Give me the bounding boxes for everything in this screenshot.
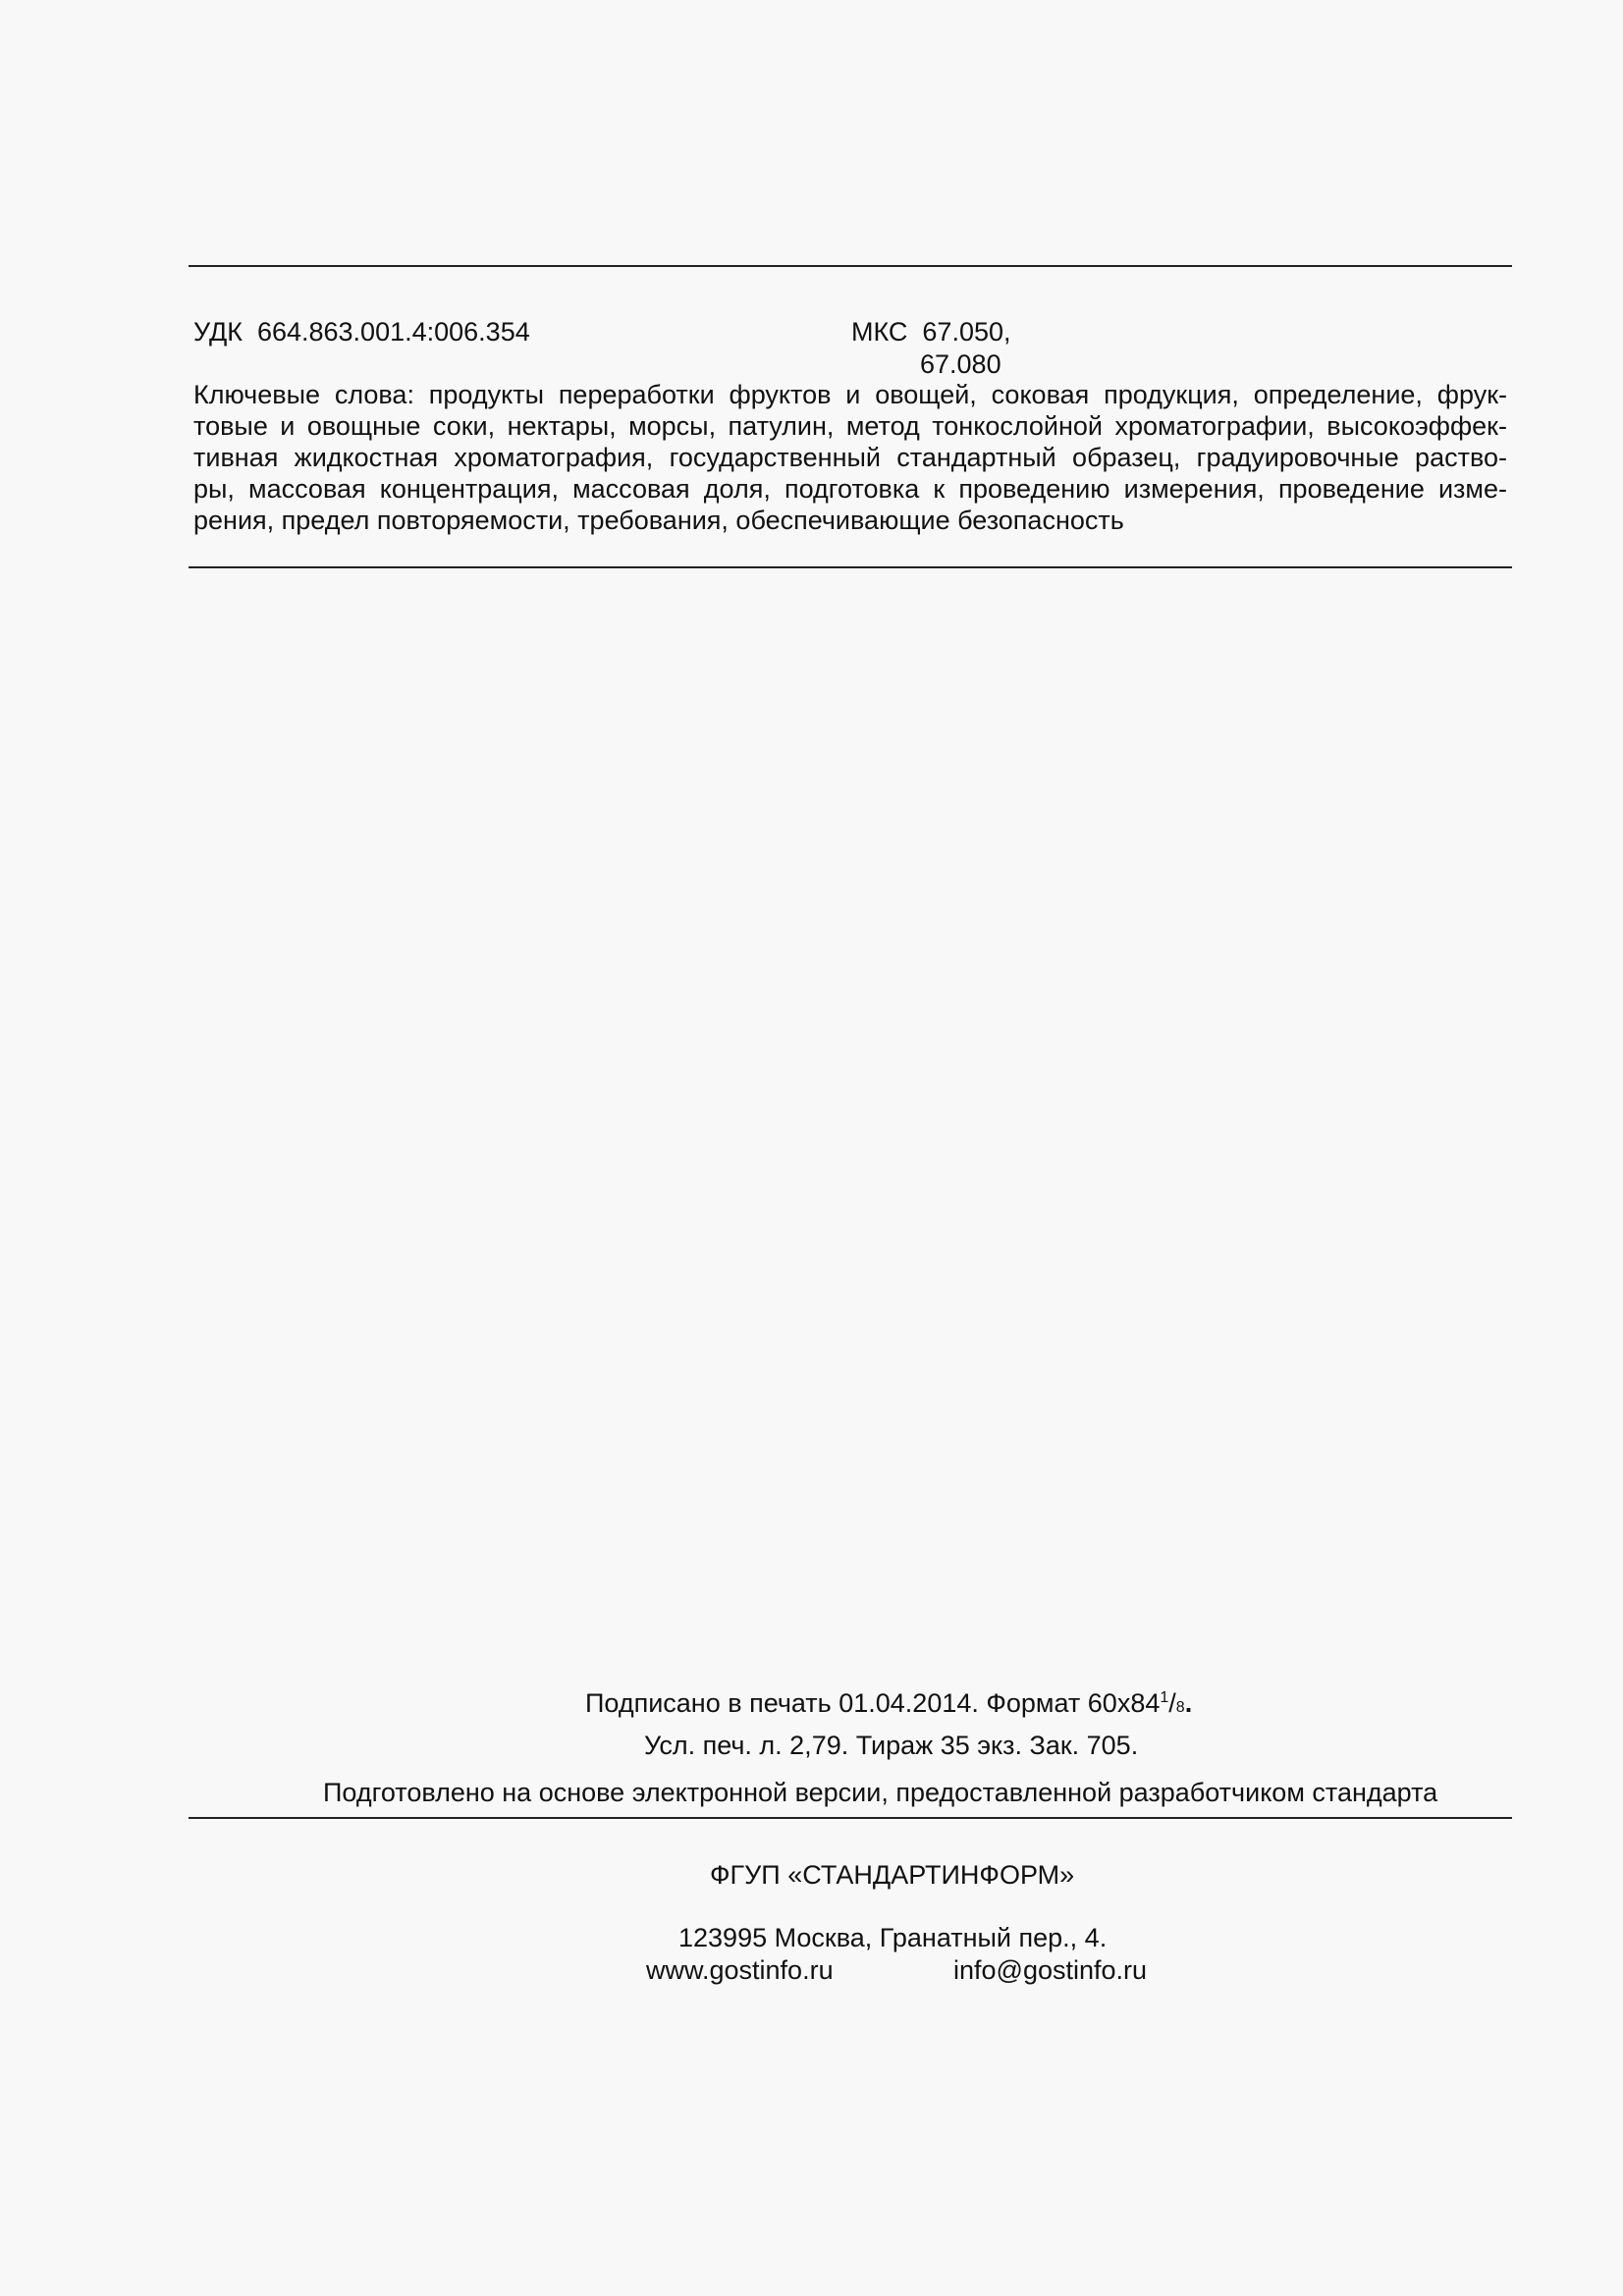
- mks-line-2: 67.080: [920, 349, 1001, 379]
- prepared-note: Подготовлено на основе электронной версии, предоставленной разработчиком стандарта: [323, 1778, 1438, 1807]
- keywords-bottom-divider: [189, 566, 1512, 568]
- udk-code: УДК 664.863.001.4:006.354: [193, 317, 530, 347]
- top-divider: [189, 265, 1512, 267]
- mks-code: [851, 316, 1011, 381]
- keywords-line: товые и овощные соки, нектары, морсы, патулин, метод тонкослойной хроматографии, высокоэффек-: [193, 411, 1507, 441]
- keywords-line: тивная жидкостная хроматография, государственный стандартный образец, градуировочные раство-: [193, 443, 1507, 472]
- keywords-line: Ключевые слова: продукты переработки фруктов и овощей, соковая продукция, определение, фрук-: [193, 380, 1507, 409]
- signed-to-print: Подписано в печать 01.04.2014. Формат $60x84^1/8$.: [585, 1688, 1193, 1718]
- print-info: Усл. печ. л. 2,79. Тираж 35 экз. Зак. 705.: [644, 1731, 1139, 1760]
- publisher-email[interactable]: info@gostinfo.ru: [953, 1955, 1148, 1985]
- imprint-divider: [189, 1817, 1512, 1819]
- signed-text: Подписано в печать 01.04.2014. Формат 60x84: [585, 1688, 1161, 1718]
- publisher-website[interactable]: www.gostinfo.ru: [646, 1955, 834, 1985]
- format-dot: .: [1184, 1688, 1193, 1718]
- keywords-paragraph: [193, 379, 1507, 536]
- publisher-address: 123995 Москва, Гранатный пер., 4.: [678, 1923, 1108, 1952]
- keywords-line: рения, предел повторяемости, требования, обеспечивающие безопасность: [193, 506, 1124, 535]
- format-denominator: 8: [1175, 1699, 1185, 1716]
- publisher-name: ФГУП «СТАНДАРТИНФОРМ»: [710, 1860, 1075, 1890]
- format-numerator: 1: [1160, 1689, 1169, 1706]
- keywords-line: ры, массовая концентрация, массовая доля, подготовка к проведению измерения, проведение изме-: [193, 474, 1507, 504]
- mks-line-1: МКС 67.050,: [851, 317, 1011, 347]
